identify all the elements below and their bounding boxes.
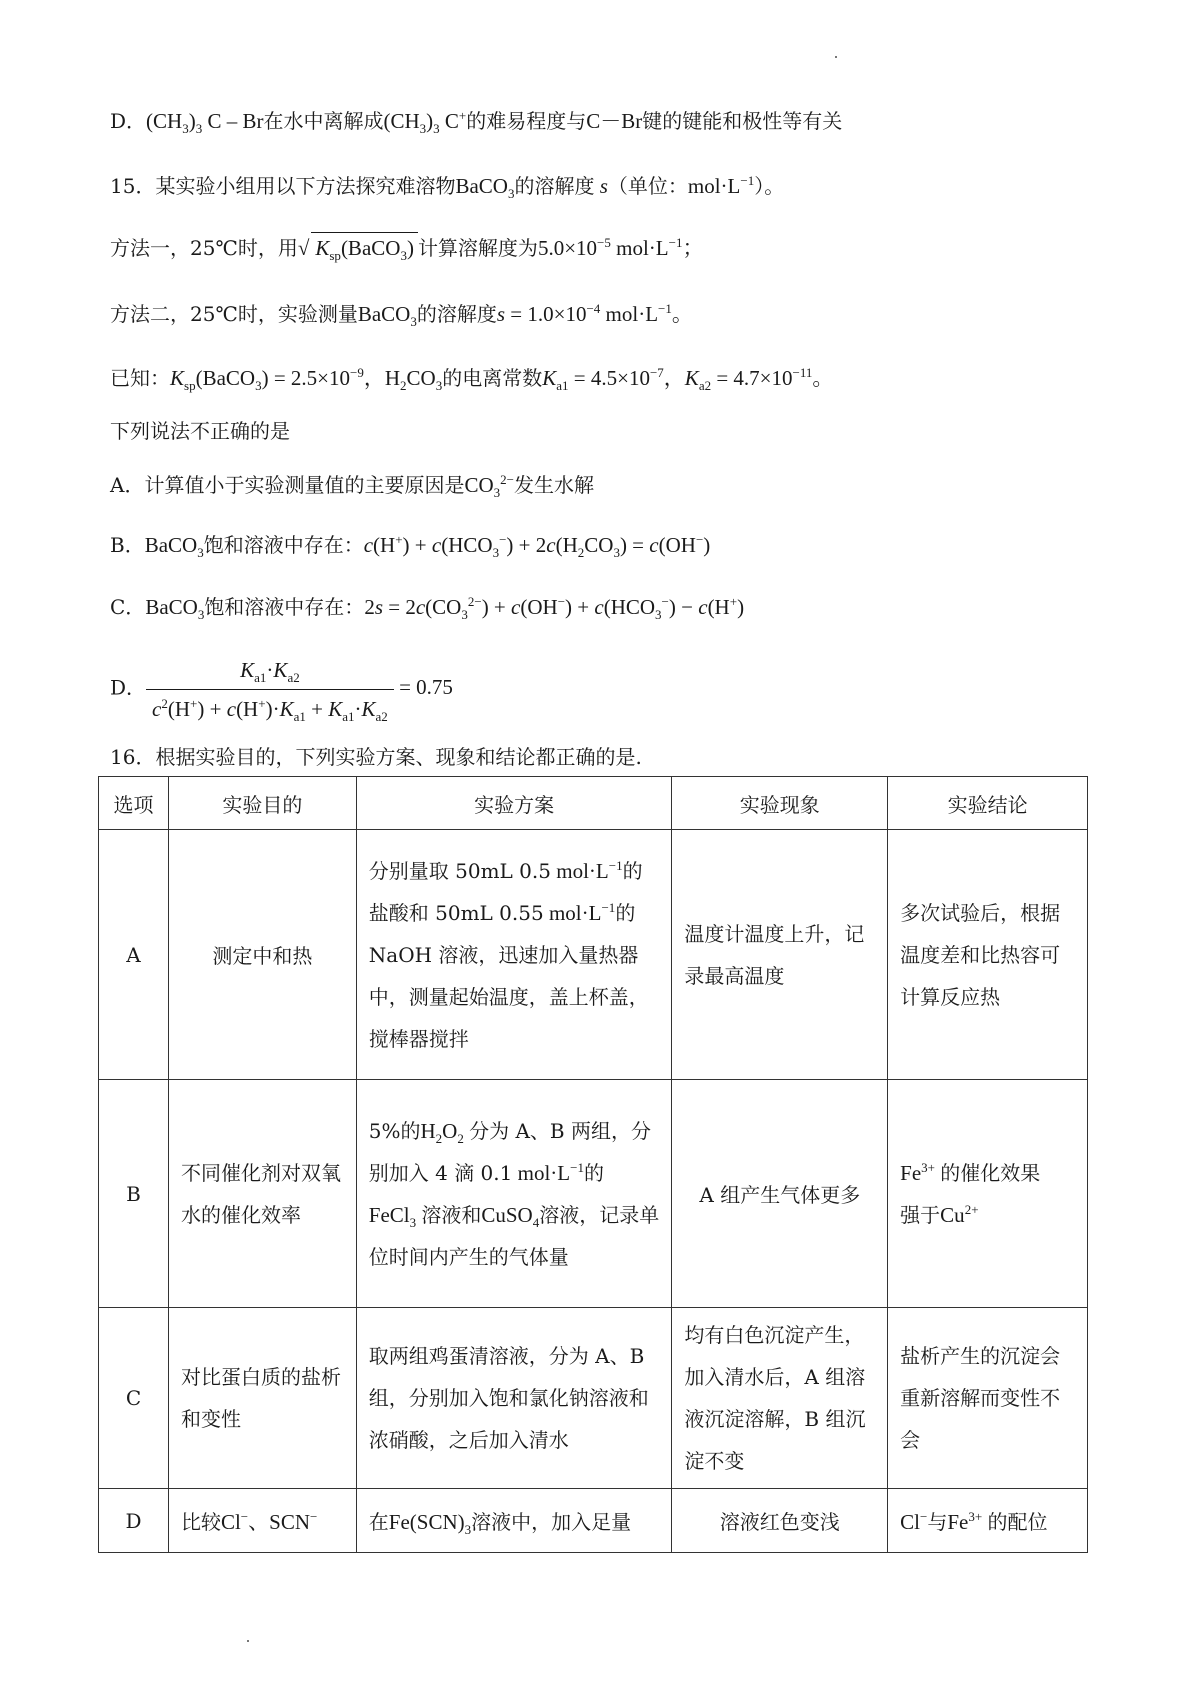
value-5e-5: $5.0\times 10^{-5}$ $mol\cdot L^{-1}$；: [537, 235, 704, 260]
q15-option-b: [110, 530, 710, 560]
option-cell: A: [99, 830, 169, 1080]
conclusion-cell: [888, 1080, 1088, 1308]
formula-baco3: BaCO$_3$: [357, 302, 417, 330]
table-row-a: [99, 830, 1088, 1080]
formula-ksp-value: $K_{sp}(BaCO_3) = 2.5\times 10^{-9}$，$H_2CO_3$: [170, 365, 443, 394]
text: 分为 A、B 两组，分别加入 4 滴 0.1: [368, 1118, 651, 1185]
formula-co3-2minus: $CO_3^{2-}$: [464, 472, 514, 501]
table-header-row: [99, 777, 1088, 830]
q15-option-c: [110, 592, 744, 622]
table-row-c: [99, 1308, 1088, 1489]
conclusion-cell: 多次试验后，根据温度差和比热容可计算反应热: [888, 830, 1088, 1080]
table-row-b: [99, 1080, 1088, 1308]
formula-baco3: BaCO$_3$: [144, 533, 204, 561]
formula-baco3: BaCO$_3$: [455, 174, 515, 202]
q16-stem: 16．根据实验目的，下列实验方案、现象和结论都正确的是.: [110, 745, 642, 769]
text: NaOH 溶液，迅速加入量热器中，测量起始温度，盖上杯盖，搅棒器搅拌: [368, 942, 649, 1051]
text: 发生水解: [513, 473, 594, 497]
formula-fe3plus: $Fe^{3+}$: [900, 1159, 936, 1185]
symbol-s: s: [594, 174, 608, 198]
option-cell: B: [99, 1080, 169, 1308]
conclusion-cell: [888, 1489, 1088, 1553]
header-conclusion: 实验结论: [888, 777, 1088, 830]
text: 溶液中，加入足量: [471, 1510, 632, 1534]
text: 键的键能和极性等有关: [642, 109, 843, 133]
header-option: 选项: [99, 777, 169, 830]
purpose-cell: 对比蛋白质的盐析和变性: [168, 1308, 356, 1489]
experiment-table: [98, 776, 1088, 1553]
q15-ask: 下列说法不正确的是: [110, 419, 290, 443]
text: 已知：: [110, 366, 170, 390]
text: 在水中离解成: [263, 109, 384, 133]
table-row-d: [99, 1489, 1088, 1553]
unit-mol-per-l: $mol\cdot L^{-1}$: [550, 857, 623, 883]
value-s-1e-4: $s = 1.0\times 10^{-4}$ $mol\cdot L^{-1}$。: [496, 301, 693, 326]
q15-method-1: [110, 232, 703, 263]
plan-cell: [356, 1080, 672, 1308]
formula-charge-balance: $2s = 2c(CO_3^{2-}) + c(OH^-) + c(HCO_3^-) - c(H^+)$: [364, 594, 745, 623]
scan-speck: [835, 56, 837, 58]
q15-method-2: [110, 299, 693, 329]
text: 溶液和: [421, 1202, 482, 1227]
scan-speck: [247, 1640, 249, 1642]
formula-cuso4: CuSO$_4$: [481, 1202, 540, 1230]
q15-known: [110, 363, 833, 393]
q14-option-d: [110, 106, 842, 136]
text: 5%的: [368, 1118, 421, 1143]
text: 与: [927, 1510, 948, 1534]
formula-proton-balance: $c(H^+) + c(HCO_3^-) + 2c(H_2CO_3) = c(OH^-)$: [363, 532, 711, 561]
q15-option-d: [110, 655, 453, 724]
purpose-cell: [168, 1489, 356, 1553]
formula-fecl3: FeCl$_3$: [368, 1202, 417, 1230]
text: 方法二，25℃时，实验测量: [110, 302, 358, 326]
formula-cl-scn: Cl−、SCN−: [220, 1508, 318, 1534]
plan-cell: 取两组鸡蛋清溶液，分为 A、B 组，分别加入饱和氯化钠溶液和浓硝酸，之后加入清水: [356, 1308, 672, 1489]
text: 的配位: [987, 1510, 1048, 1534]
text: 的电离常数: [442, 366, 543, 390]
text: （单位：: [607, 174, 688, 198]
text: 的: [622, 858, 643, 883]
plan-cell: [356, 1489, 672, 1553]
formula-ch3-3c-cation: $(CH_3)_3$ C+: [383, 108, 467, 137]
phenomenon-cell: 均有白色沉淀产生，加入清水后，A 组溶液沉淀溶解，B 组沉淀不变: [672, 1308, 888, 1489]
text: A．计算值小于实验测量值的主要原因是: [110, 473, 465, 497]
formula-cu2plus: $Cu^{2+}$: [940, 1201, 979, 1227]
header-purpose: 实验目的: [168, 777, 356, 830]
text: 比较: [180, 1509, 221, 1534]
text: 饱和溶液中存在：: [203, 533, 364, 557]
formula-h2o2: $H_2O_2$: [420, 1118, 464, 1146]
text: 15．某实验小组用以下方法探究难溶物: [110, 174, 456, 198]
option-label: D．: [110, 675, 147, 700]
header-plan: 实验方案: [356, 777, 672, 830]
text: 的: [583, 1160, 604, 1185]
formula-baco3: BaCO$_3$: [145, 595, 205, 623]
plan-cell: [356, 830, 672, 1080]
unit-mol-per-l: $mol\cdot L^{-1}$: [512, 1159, 584, 1185]
text: 强于: [900, 1202, 941, 1227]
option-label: B．: [110, 533, 145, 557]
formula-c-br-bond: C－Br: [586, 109, 643, 133]
unit-mol-per-l: $mol\cdot L^{-1}$: [543, 899, 616, 925]
formula-sqrt-ksp: √ $K_{sp}(BaCO_3)$: [298, 236, 418, 260]
text: 的: [615, 900, 636, 925]
text: 方法一，25℃时，用: [110, 236, 298, 260]
phenomenon-cell: 温度计温度上升，记录最高温度: [672, 830, 888, 1080]
text: 计算溶解度为: [417, 236, 538, 260]
formula-fe-scn-3: $Fe(SCN)_3$: [388, 1510, 472, 1538]
option-cell: D: [99, 1489, 169, 1553]
option-label: C．: [110, 595, 146, 619]
text: 溶液，记录单位时间内产生的气体量: [368, 1202, 660, 1269]
formula-ka-values: $K_{a1} = 4.5\times 10^{-7}$，$K_{a2} = 4.7\times 10^{-11}$。: [542, 365, 834, 394]
text: 的催化效果: [940, 1160, 1041, 1185]
phenomenon-cell: A 组产生气体更多: [672, 1080, 888, 1308]
q15-option-a: [110, 470, 594, 500]
conclusion-cell: 盐析产生的沉淀会重新溶解而变性不会: [888, 1308, 1088, 1489]
text: 的难易程度与: [466, 109, 587, 133]
text: 的溶解度: [416, 302, 497, 326]
formula-fe3plus: $Fe^{3+}$: [947, 1509, 983, 1534]
unit-mol-per-l: $mol\cdot L^{-1}$: [687, 173, 755, 198]
formula-ch3-3c-br: $(CH_3)_3$ C – Br: [146, 109, 264, 137]
purpose-cell: 不同催化剂对双氧水的催化效率: [168, 1080, 356, 1308]
text: ）。: [754, 174, 785, 198]
text: 饱和溶液中存在：: [204, 595, 365, 619]
text: 在: [368, 1510, 389, 1534]
phenomenon-cell: 溶液红色变浅: [672, 1489, 888, 1553]
text: 盐酸和 50mL 0.55: [368, 900, 544, 925]
formula-cl-minus: Cl−: [900, 1509, 928, 1534]
text: 分别量取 50mL 0.5: [368, 858, 551, 883]
header-phenomenon: 实验现象: [672, 777, 888, 830]
formula-fraction: $\frac{K_{a1}\cdot K_{a2}}{c^2(H^+) + c(H^+)\cdot K_{a1} + K_{a1}\cdot K_{a2}}$ = 0.75: [146, 675, 453, 699]
q15-stem: [110, 171, 784, 201]
purpose-cell: 测定中和热: [168, 830, 356, 1080]
option-cell: C: [99, 1308, 169, 1489]
text: 的溶解度: [514, 174, 595, 198]
option-label: D．: [110, 109, 147, 133]
